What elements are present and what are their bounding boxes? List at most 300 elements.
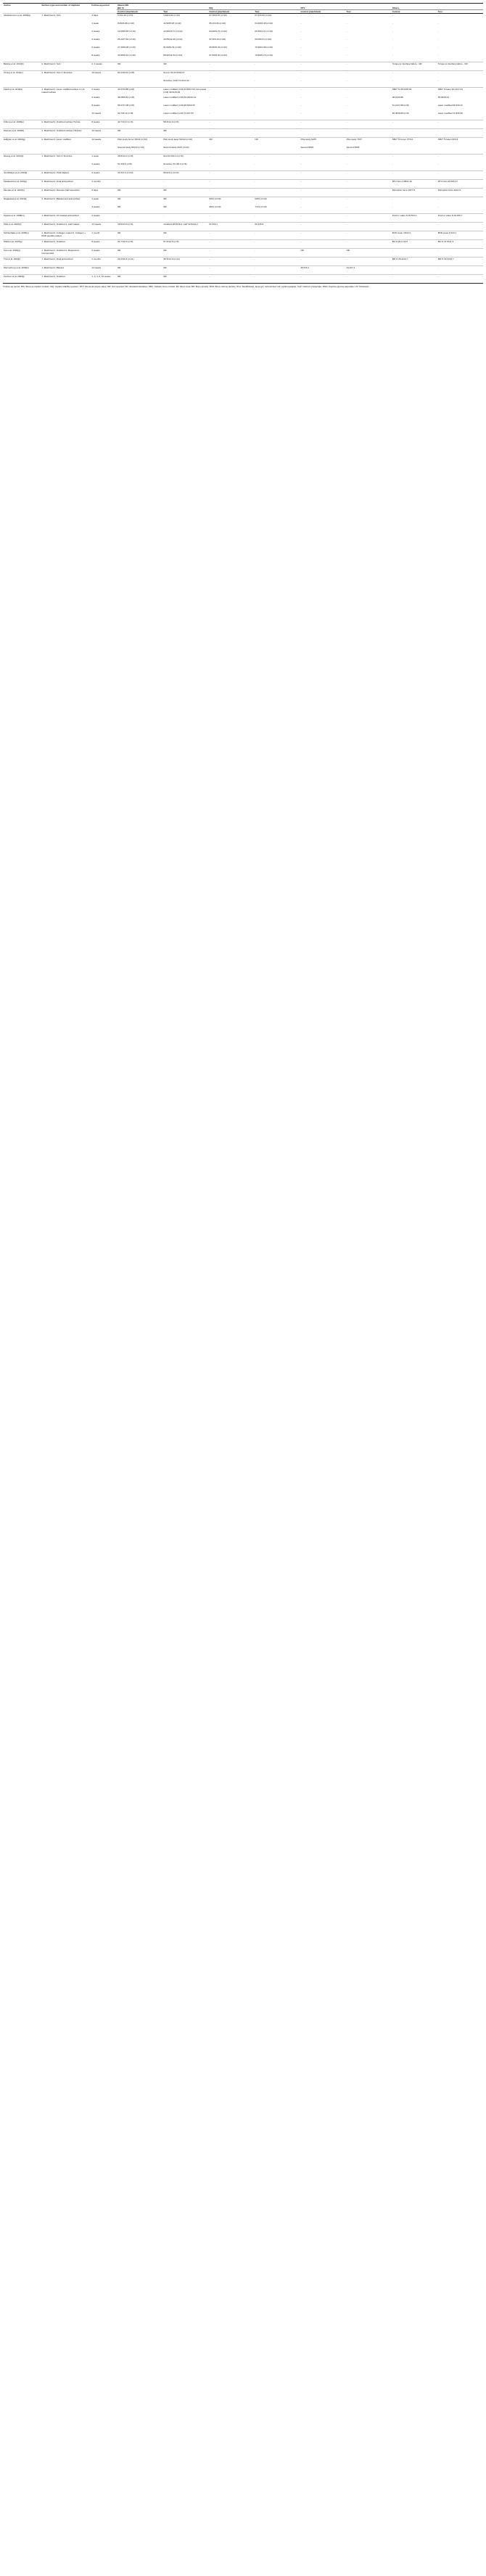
cell-value: - xyxy=(392,54,393,57)
cell-value: - xyxy=(300,46,302,49)
cell-value xyxy=(254,146,300,155)
cell-value: 41.5±7.3 (n=10) xyxy=(117,171,162,180)
cell-value: - xyxy=(392,79,393,82)
cell-value: 35.5±6.1 xyxy=(300,266,346,275)
cell-value: - xyxy=(208,129,254,138)
cell-value: - xyxy=(208,214,254,223)
table-header xyxy=(3,4,483,14)
cell-value: - xyxy=(392,155,437,163)
cell-value: - xyxy=(300,171,346,180)
cell-value: NR xyxy=(162,197,208,206)
cell-value: - xyxy=(346,231,392,240)
cell-value: 56.47±7.98 (n=8) xyxy=(118,104,135,107)
cell-followup: 6 weeks xyxy=(91,249,117,258)
header-author: Author xyxy=(3,4,41,14)
cell-value: 51.41±7.98 (n=8) xyxy=(392,104,409,107)
cell-value: - xyxy=(208,189,254,197)
cell-followup: 2 months xyxy=(91,258,117,266)
cell-value: SLA (n=8) 64.5±18.27 xyxy=(162,71,208,80)
cell-followup: 12 weeks xyxy=(91,112,102,115)
cell-value: - xyxy=(346,22,347,25)
cell-value: - xyxy=(208,71,254,80)
cell-value: 62.7±8.12 (n=8) xyxy=(118,112,133,115)
cell-value: - xyxy=(254,189,300,197)
cell-value: - xyxy=(162,180,208,189)
cell-value: 65.1±4.96 (n=10) xyxy=(209,22,226,25)
cell-value: - xyxy=(392,197,437,206)
cell-value xyxy=(437,146,483,155)
table-row xyxy=(3,240,483,249)
cell-value: - xyxy=(209,104,210,107)
cell-surface: 1. Machined 2. Discrete CaP deposition xyxy=(41,189,91,197)
cell-surface: 1. Machined 2. Collagen coated 3. Collagen + RGD peptide coated xyxy=(41,231,91,240)
table-row xyxy=(3,223,483,231)
cell-value: SBC* % 35.22±5.92 xyxy=(392,88,437,96)
cell-value: NR xyxy=(208,138,254,147)
cell-value: Torque to interface failure - NR xyxy=(437,62,483,71)
cell-value: - xyxy=(117,180,162,189)
cell-value: - xyxy=(208,266,254,275)
cell-value: - xyxy=(208,171,254,180)
cell-value: - xyxy=(437,266,483,275)
cell-value: BD % 32.6±15.7 xyxy=(437,258,483,266)
cell-author: Nagasawa et al. 2013[l] xyxy=(3,197,41,214)
cell-surface: 1. Machined 2. SLA 3. SLActive xyxy=(41,71,91,88)
cell-author: Hwang et al. 2011[h] xyxy=(3,155,41,171)
cell-value: 11.82±8.18 (n=10) xyxy=(163,22,181,25)
cell-value: SBC* % laser 46.13±7.04 xyxy=(437,88,483,96)
cell-value: - xyxy=(254,120,300,129)
cell-value: - xyxy=(209,112,210,115)
cell-value: - xyxy=(162,214,208,223)
header-surface: Surface type and number of implants xyxy=(41,4,91,14)
cell-author: Shibli et al. 2007[p] xyxy=(3,240,41,249)
cell-surface: 1. Machined 2. Dual acid-etched xyxy=(41,180,91,189)
cell-value: NR xyxy=(254,138,300,147)
cell-followup: 4 weeks xyxy=(91,171,117,180)
cell-value: - xyxy=(346,240,392,249)
cell-author: Fawzi et al. 2011[d] xyxy=(3,88,41,120)
cell-author: Schliephake et al. 2005[o] xyxy=(3,231,41,240)
cell-value: NR xyxy=(118,205,121,208)
cell-value xyxy=(208,146,254,155)
cell-value: - xyxy=(437,155,483,163)
cell-value: - xyxy=(392,46,393,49)
cell-value: - xyxy=(208,88,254,96)
cell-value: Pilot study 62±5 xyxy=(300,138,346,147)
cell-value: 25.22±7.62 (n=10) xyxy=(118,38,136,41)
cell-value: 70.90±4.38 (n=10) xyxy=(255,46,273,49)
cell-author: Trisi et al. 2003[r] xyxy=(3,258,41,266)
cell-value: - xyxy=(254,231,300,240)
cell-followup: 12 weeks xyxy=(91,138,117,147)
cell-value: - xyxy=(392,249,437,258)
cell-value: - xyxy=(208,249,254,258)
cell-value: Laser modified (n=8) 74.6±7.57 xyxy=(163,112,194,115)
cell-value: - xyxy=(254,249,300,258)
cell-value: - xyxy=(437,171,483,180)
cell-value: - xyxy=(346,30,347,33)
cell-value: - xyxy=(392,266,437,275)
cell-value: 51.60±9.79 (n=10) xyxy=(163,46,181,49)
cell-value: 38.21±6.88 xyxy=(392,96,403,99)
table-row xyxy=(3,189,483,197)
cell-author: Klokkevold et al. 2001[j] xyxy=(3,180,41,189)
cell-value: - xyxy=(254,88,300,96)
cell-value: NR xyxy=(117,266,162,275)
cell-followup: 4 weeks xyxy=(91,38,100,41)
table-row xyxy=(3,275,483,284)
cell-value: - xyxy=(346,88,392,96)
table-body xyxy=(3,14,483,284)
cell-value: 58.3±12.6 (n=6) xyxy=(162,120,208,129)
cell-value: RTV Ncm 4.95±1.10 xyxy=(392,180,437,189)
cell-value: 27.39±9.08 (n=10) xyxy=(118,46,136,49)
cell-value: - xyxy=(300,71,346,80)
table-row xyxy=(3,71,483,80)
cell-value: - xyxy=(254,180,300,189)
cell-value: NR xyxy=(162,249,208,258)
cell-value: Push-in value N 15.5±4.2 xyxy=(392,214,437,223)
cell-value: 65.45±4.61 (n=10) xyxy=(255,30,273,33)
cell-value: - xyxy=(392,162,393,165)
header-sub: Test xyxy=(254,10,300,14)
cell-value: - xyxy=(346,171,392,180)
cell-value: - xyxy=(208,240,254,249)
cell-value: - xyxy=(346,223,392,231)
cell-followup: 10 weeks xyxy=(91,71,117,80)
cell-value: 45.8±14.2 (n=8) xyxy=(117,155,162,163)
cell-followup: 1, 3, 4, 8, 12 weeks xyxy=(91,275,117,284)
cell-value: - xyxy=(437,197,483,206)
cell-value: - xyxy=(437,14,483,22)
cell-value: 60±4 (n=10) xyxy=(208,197,254,206)
cell-value: Disruption force 32±4 N xyxy=(437,189,483,197)
footnote-text: *Follow-up period. BIC: Bone-to-implant contact; ISQ: Implant stability quotient; RTV: Removal torque value; NR: Not reported; SD: Standard deviation; SBC: Surface bone contact; BA: Bone area; BD: Bone density; BVD: Bone volume density; SLA: Sandblasted, large grit, acid-etched; HA: Hydroxyapatite; CaP: Calcium phosphate; RGD: Arginine-glycine-aspartate; UV: Ultraviolet xyxy=(3,285,369,288)
cell-value: - xyxy=(346,62,392,71)
cell-value: NR xyxy=(117,189,162,197)
cell-value: BA % 29.1±12.5 xyxy=(392,240,437,249)
cell-followup: 1 week xyxy=(91,155,117,163)
table-row xyxy=(3,138,483,147)
cell-value: - xyxy=(209,162,210,165)
cell-value: - xyxy=(392,120,437,129)
cell-value: 64.40±3.75 (n=10) xyxy=(209,30,227,33)
cell-followup: 2 weeks xyxy=(91,30,100,33)
cell-value: NR xyxy=(162,266,208,275)
table-row xyxy=(3,214,483,223)
cell-value: - xyxy=(346,275,392,284)
cell-value: - xyxy=(437,71,483,80)
cell-value: 42.7±13.3 (n=6) xyxy=(117,120,162,129)
cell-value: - xyxy=(392,14,437,22)
cell-value: - xyxy=(254,258,300,266)
cell-value: - xyxy=(392,275,437,284)
cell-followup: 1 month xyxy=(91,231,117,240)
cell-value: Laser modified 71.8±5.96 xyxy=(437,112,463,115)
cell-followup: 2 weeks xyxy=(91,88,117,96)
cell-value: 24.2±11.8 (n=11) xyxy=(117,258,162,266)
cell-value: BVD mean 8.3±3.1 xyxy=(437,231,483,240)
cell-value: - xyxy=(255,79,256,82)
cell-value: - xyxy=(254,275,300,284)
cell-value: SLActive (n=8) 72.2±14.12 xyxy=(163,79,189,82)
cell-value xyxy=(117,79,162,88)
cell-value: NR xyxy=(117,62,162,71)
cell-value: 44.55±12.39 (n=10) xyxy=(163,38,183,41)
cell-author: Ogawa et al. 2008[m] xyxy=(3,214,41,223)
header-sub: Control (machined) xyxy=(117,10,162,14)
cell-value: Torque to interface failure - NR xyxy=(392,62,437,71)
cell-value: NR xyxy=(117,231,162,240)
cell-value: 6.0±2.46 (n=10) xyxy=(117,14,162,22)
cell-value: Laser modified (n=8) 60.34±10.14 xyxy=(163,96,197,99)
cell-value: - xyxy=(346,180,392,189)
cell-followup xyxy=(91,79,117,88)
cell-author: Sul et al. 2002[q] xyxy=(3,249,41,258)
cell-value: Second study 54±10 (n=10) xyxy=(118,146,145,149)
cell-value: - xyxy=(300,96,302,99)
header-group-isq: ISQ xyxy=(208,7,300,10)
cell-value: 45.08±9.81 (n=8) xyxy=(118,96,135,99)
cell-value: Laser modified (n=8) 44.81±7.60; HA coated (n=8) 39.51±5.05 xyxy=(162,88,208,96)
cell-surface: 1. Machined 2. SLA 3. SLActive xyxy=(41,155,91,171)
cell-value: 33.47±9.85 (n=8) xyxy=(117,88,162,96)
cell-value: 55.6±9.1 (n=10) xyxy=(162,171,208,180)
cell-value: - xyxy=(346,79,347,82)
cell-surface: 1. Machined 2. Laser modified xyxy=(41,138,91,155)
header-sub: Test xyxy=(346,10,392,14)
cell-value: - xyxy=(437,120,483,129)
header-sub: Control (machined) xyxy=(208,10,254,14)
cell-value: Laser modified (n=8) 68.54±9.05 xyxy=(163,104,195,107)
cell-value: 71±4 (n=10) xyxy=(255,205,267,208)
table-row xyxy=(3,266,483,275)
cell-value: - xyxy=(437,38,439,41)
cell-value: - xyxy=(346,96,347,99)
cell-value: - xyxy=(346,71,392,80)
cell-value: - xyxy=(254,240,300,249)
header-sub: Test xyxy=(162,10,208,14)
cell-value: RTV Ncm 20.5±6.47 xyxy=(437,180,483,189)
cell-value: - xyxy=(346,197,392,206)
cell-value: - xyxy=(346,112,347,115)
cell-value: NR xyxy=(117,197,162,206)
cell-value: - xyxy=(300,258,346,266)
cell-value: 67.25±3.87 (n=10) xyxy=(208,14,254,22)
table-row xyxy=(3,180,483,189)
cell-value: 60.1±19.61 (n=8) xyxy=(117,71,162,80)
cell-value: - xyxy=(254,266,300,275)
cell-value: NR xyxy=(117,129,162,138)
cell-value: NR xyxy=(117,249,162,258)
cell-value: - xyxy=(346,129,392,138)
cell-value: - xyxy=(300,104,302,107)
header-sub: Control xyxy=(392,10,437,14)
cell-author: Barfeie et al. 2011[b] xyxy=(3,62,41,71)
cell-value: NR xyxy=(162,129,208,138)
cell-value: Second 66±8 xyxy=(346,146,360,149)
cell-value: 51.3±9.6 (n=8) xyxy=(118,162,132,165)
cell-value: 61.5±6.1 xyxy=(208,223,254,231)
cell-value: - xyxy=(346,120,392,129)
cell-value: - xyxy=(437,249,483,258)
cell-value: - xyxy=(392,223,437,231)
cell-value: - xyxy=(300,275,346,284)
table-row xyxy=(3,171,483,180)
cell-value: NR xyxy=(163,205,167,208)
header-group-rtv: RTV xyxy=(300,7,392,10)
cell-value: - xyxy=(392,38,393,41)
cell-value: 66.3±5.8 xyxy=(254,223,300,231)
cell-value: - xyxy=(208,275,254,284)
cell-surface: 1. Machined 2. Oxidized surface TiUnite xyxy=(41,120,91,129)
cell-surface: 1. Machined 2. SLA xyxy=(41,14,91,62)
cell-value: - xyxy=(255,104,256,107)
cell-value: - xyxy=(392,30,393,33)
cell-followup: 8 weeks xyxy=(91,104,100,107)
cell-value: Pilot study laser 53±13 (n=10) xyxy=(162,138,208,147)
cell-value: 57.2±12.5 (n=5) xyxy=(162,240,208,249)
cell-value: Second 58±6 xyxy=(300,146,314,149)
cell-value: 58.92±11.54 (n=10) xyxy=(163,54,183,57)
table-row xyxy=(3,62,483,71)
cell-value: - xyxy=(392,22,393,25)
cell-value: NR xyxy=(162,62,208,71)
cell-value: - xyxy=(209,79,210,82)
table-row xyxy=(3,231,483,240)
cell-value: - xyxy=(300,14,346,22)
table-row xyxy=(3,88,483,96)
cell-followup: 12 weeks xyxy=(91,223,117,231)
cell-author: Chung et al. 2011[c] xyxy=(3,71,41,88)
table-footnote xyxy=(3,283,483,288)
cell-value: 12.69±5.48 (n=10) xyxy=(118,30,136,33)
cell-value: - xyxy=(300,112,302,115)
cell-value: 62±5 (n=10) xyxy=(254,197,300,206)
cell-value: - xyxy=(437,22,439,25)
cell-value: 67.3±6.43 (n=10) xyxy=(209,38,226,41)
cell-value: - xyxy=(208,155,254,163)
cell-value: - xyxy=(300,62,346,71)
cell-value: 24.06±10.74 (n=10) xyxy=(163,30,183,33)
table-row xyxy=(3,14,483,22)
cell-value: BA % 47.5±11.3 xyxy=(437,240,483,249)
cell-value: - xyxy=(254,71,300,80)
cell-surface: 1. Machined 2. UV-treated acid-etched xyxy=(41,214,91,223)
cell-value: - xyxy=(346,155,392,163)
cell-value: NR xyxy=(162,275,208,284)
cell-value: - xyxy=(209,96,210,99)
cell-value: - xyxy=(346,54,347,57)
header-followup: Follow-up period xyxy=(91,4,117,14)
document-page xyxy=(3,3,483,288)
cell-value: Oxidized 28.9±18.3; CaP 32.5±16.2 xyxy=(162,223,208,231)
cell-value: - xyxy=(437,129,483,138)
cell-value: 30.95±9.22 (n=10) xyxy=(118,54,136,57)
cell-followup: 4 weeks xyxy=(91,205,100,208)
header-group-bic: BIC % xyxy=(117,7,208,10)
cell-value: - xyxy=(208,180,254,189)
cell-value: - xyxy=(300,205,302,208)
cell-value: 66.95±5.34 (n=10) xyxy=(209,46,227,49)
cell-author: Park et al. 2010[n] xyxy=(3,223,41,231)
cell-value: NR xyxy=(300,249,346,258)
cell-value: NR xyxy=(117,275,162,284)
cell-surface: 1. Machined 2. SLA xyxy=(41,62,91,71)
cell-value: - xyxy=(117,214,162,223)
cell-value: - xyxy=(300,129,346,138)
cell-value: 69.05±4.6 (n=10) xyxy=(255,38,272,41)
cell-followup xyxy=(91,146,117,155)
cell-value: 44.3±7.4 xyxy=(346,266,392,275)
cell-value: Disruption force 15±7 N xyxy=(392,189,437,197)
cell-value: 19.5±14.9 (n=6) xyxy=(117,223,162,231)
cell-value: NR xyxy=(162,231,208,240)
cell-author: Glauser et al. 2003[f] xyxy=(3,129,41,138)
cell-surface: 1. Machined 2. Blasted xyxy=(41,266,91,275)
cell-author: Friberg et al. 2006[e] xyxy=(3,120,41,129)
cell-value: - xyxy=(437,223,483,231)
cell-value: BVD mean 4.8±2.2 xyxy=(392,231,437,240)
cell-surface: 1. Machined 2. TiO2 blasted xyxy=(41,171,91,180)
cell-value: - xyxy=(254,129,300,138)
cell-value: - xyxy=(300,79,302,82)
cell-value xyxy=(392,146,437,155)
cell-value: - xyxy=(208,120,254,129)
cell-followup: 2 weeks xyxy=(91,214,117,223)
cell-surface: 1. Machined 2. Laser modified surface 3. HA coated surface xyxy=(41,88,91,120)
cell-value: - xyxy=(437,275,483,284)
cell-followup: 6 weeks xyxy=(91,46,100,49)
cell-followup: 12 weeks xyxy=(91,266,117,275)
table-row xyxy=(3,129,483,138)
cell-value: 8.06±6.68 (n=10) xyxy=(118,22,135,25)
cell-followup: 2 months xyxy=(91,180,117,189)
cell-followup: 1 week xyxy=(91,197,117,206)
header-measure: Means±SD xyxy=(117,4,483,7)
cell-value: - xyxy=(346,38,347,41)
cell-surface: 1. Machined 2. Dual acid-etched xyxy=(41,258,91,266)
cell-value: - xyxy=(437,46,439,49)
cell-value: - xyxy=(254,62,300,71)
cell-value: - xyxy=(392,71,437,80)
cell-value: - xyxy=(300,223,346,231)
cell-surface: 1. Machined 2. Oxidized surface (TiUnite) xyxy=(41,129,91,138)
cell-value: - xyxy=(346,104,347,107)
cell-value: - xyxy=(300,240,346,249)
cell-value: - xyxy=(300,214,346,223)
cell-value: Pilot study femur 46±11 (n=10) xyxy=(117,138,162,147)
cell-surface: 1. Machined 2. Oxidized xyxy=(41,240,91,249)
cell-value: NR xyxy=(162,189,208,197)
cell-value: Second study 64±9 (n=10) xyxy=(163,146,189,149)
cell-value: NR xyxy=(346,249,392,258)
cell-value: 67.50±5.40 (n=10) xyxy=(209,54,227,57)
cell-value: - xyxy=(300,22,302,25)
cell-value: 64.40±6.46 (n=10) xyxy=(255,22,273,25)
cell-author: Juodzbalys et al. 2013[i] xyxy=(3,171,41,180)
cell-value: SLActive 70.1±8.4 (n=8) xyxy=(163,162,187,165)
cell-value: - xyxy=(300,38,302,41)
cell-value: - xyxy=(300,120,346,129)
cell-value: - xyxy=(346,46,347,49)
cell-value: - xyxy=(254,214,300,223)
cell-value: - xyxy=(437,54,439,57)
cell-value: Laser modified 66.3±9.13 xyxy=(437,104,463,107)
cell-followup: 2 weeks xyxy=(91,162,100,165)
cell-value: - xyxy=(346,162,347,165)
